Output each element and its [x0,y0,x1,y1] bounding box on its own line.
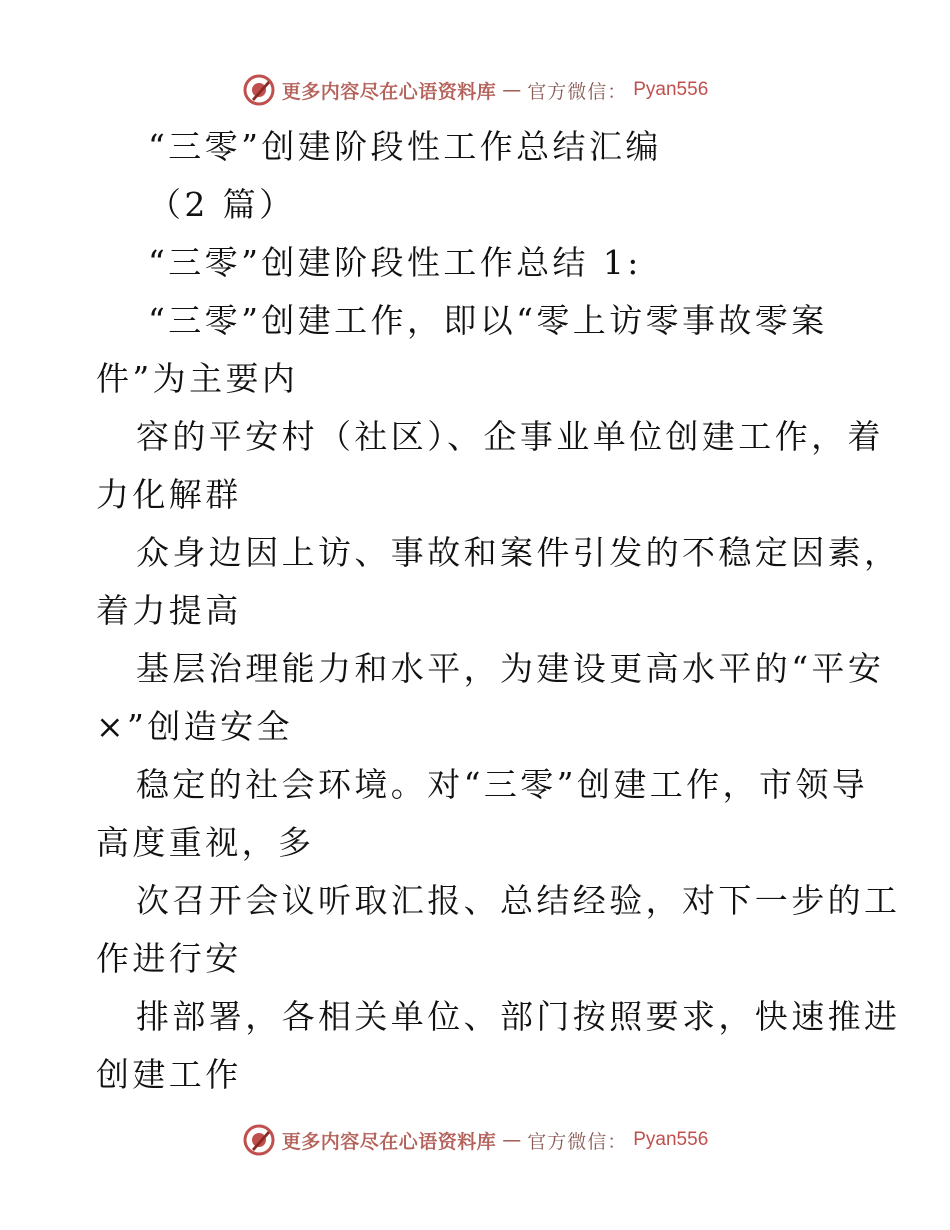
paragraph-line: 高度重视，多 [96,823,315,862]
paragraph-line: 作进行安 [96,939,242,978]
watermark-label: 官方微信： [527,1130,628,1153]
paragraph-line: 件”为主要内 [96,359,299,398]
paragraph-line: “三零”创建工作，即以“零上访零事故零案 [148,301,828,340]
document-subtitle: （2 篇） [148,185,296,224]
paragraph-line: 排部署，各相关单位、部门按照要求，快速推进 [136,997,901,1036]
paragraph-line: 次召开会议听取汇报、总结经验，对下一步的工 [136,881,901,920]
paragraph-line: 基层治理能力和水平，为建设更高水平的“平安 [136,649,885,688]
watermark-handle: Pyan556 [633,1129,709,1150]
paragraph-line: 容的平安村（社区）、企事业单位创建工作，着 [136,417,884,456]
quill-seal-icon [242,1123,276,1157]
watermark-banner-top [0,70,950,110]
document-title: “三零”创建阶段性工作总结汇编 [148,127,662,166]
watermark-separator: — [502,1129,522,1151]
quill-seal-icon [242,73,276,107]
watermark-separator: — [502,79,522,101]
watermark-brand: 更多内容尽在心语资料库 [281,1130,497,1153]
watermark-label: 官方微信： [527,80,628,103]
watermark-banner-bottom [0,1120,950,1160]
document-body [96,118,901,1104]
watermark-handle: Pyan556 [633,79,709,100]
section-heading: “三零”创建阶段性工作总结 1: [148,243,642,282]
paragraph-line: ×”创造安全 [96,707,293,746]
paragraph-line: 力化解群 [96,475,242,514]
paragraph-line: 创建工作 [96,1055,242,1094]
watermark-brand: 更多内容尽在心语资料库 [281,80,497,103]
paragraph-line: 着力提高 [96,591,242,630]
paragraph-line: 众身边因上访、事故和案件引发的不稳定因素， [136,533,901,572]
paragraph-line: 稳定的社会环境。对“三零”创建工作，市领导 [136,765,869,804]
